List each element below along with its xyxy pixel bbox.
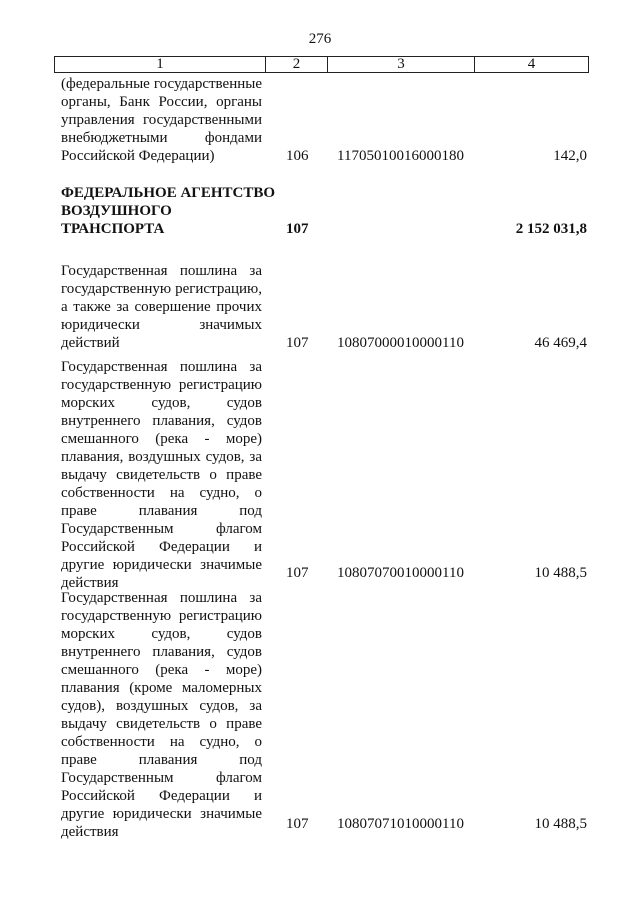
description-line: внутреннего плавания, судов <box>61 644 262 660</box>
row-amount: 10 488,5 <box>534 816 587 832</box>
description-line: праве плавания под <box>61 752 262 768</box>
row-amount: 142,0 <box>553 148 587 164</box>
description-line: морских судов, судов <box>61 395 262 411</box>
column-header-2: 2 <box>266 57 328 72</box>
description-line: праве плавания под <box>61 503 262 519</box>
description-line: Российской Федерации и <box>61 788 262 804</box>
row-code: 107 <box>286 565 309 581</box>
description-line: смешанного (река - море) <box>61 662 262 678</box>
description-line: Государственным флагом <box>61 770 262 786</box>
row-code: 107 <box>286 221 309 237</box>
description-line: а также за совершение прочих <box>61 299 262 315</box>
description-line: смешанного (река - море) <box>61 431 262 447</box>
row-amount: 46 469,4 <box>534 335 587 351</box>
description-line: судов), воздушных судов, за <box>61 698 262 714</box>
description-line: Государственным флагом <box>61 521 262 537</box>
description-line: плавания (кроме маломерных <box>61 680 262 696</box>
description-line: государственную регистрацию <box>61 377 262 393</box>
description-line: плавания, воздушных судов, за <box>61 449 262 465</box>
description-line: управления государственными <box>61 112 262 128</box>
description-line: ТРАНСПОРТА <box>61 221 165 237</box>
description-line: государственную регистрацию <box>61 608 262 624</box>
description-line: собственности на судно, о <box>61 734 262 750</box>
row-kbk: 11705010016000180 <box>337 148 464 164</box>
description-line: действия <box>61 824 119 840</box>
row-amount: 2 152 031,8 <box>515 221 587 237</box>
row-description <box>61 589 262 841</box>
row-amount: 10 488,5 <box>534 565 587 581</box>
row-code: 107 <box>286 816 309 832</box>
description-line: ФЕДЕРАЛЬНОЕ АГЕНТСТВО <box>61 185 276 201</box>
row-description <box>61 184 276 238</box>
description-line: органы, Банк России, органы <box>61 94 262 110</box>
description-line: Российской Федерации) <box>61 148 215 164</box>
page-number: 276 <box>308 31 332 47</box>
row-description <box>61 75 262 165</box>
row-code: 107 <box>286 335 309 351</box>
description-line: (федеральные государственные <box>61 76 262 92</box>
description-line: собственности на судно, о <box>61 485 262 501</box>
description-line: внутреннего плавания, судов <box>61 413 262 429</box>
column-header-1: 1 <box>55 57 266 72</box>
description-line: Государственная пошлина за <box>61 359 262 375</box>
column-header-3: 3 <box>328 57 475 72</box>
row-kbk: 10807071010000110 <box>337 816 464 832</box>
row-description <box>61 358 262 592</box>
description-line: выдачу свидетельств о праве <box>61 716 262 732</box>
description-line: Государственная пошлина за <box>61 263 262 279</box>
description-line: другие юридически значимые <box>61 557 262 573</box>
row-kbk: 10807000010000110 <box>337 335 464 351</box>
description-line: Российской Федерации и <box>61 539 262 555</box>
description-line: Государственная пошлина за <box>61 590 262 606</box>
row-description <box>61 262 262 352</box>
description-line: морских судов, судов <box>61 626 262 642</box>
column-header-4: 4 <box>527 56 536 72</box>
row-code: 106 <box>286 148 309 164</box>
description-line: внебюджетными фондами <box>61 130 262 146</box>
description-line: действий <box>61 335 120 351</box>
description-line: государственную регистрацию, <box>61 281 262 297</box>
description-line: юридически значимых <box>61 317 262 333</box>
table-header <box>54 56 589 73</box>
description-line: ВОЗДУШНОГО <box>61 203 172 219</box>
description-line: действия <box>61 575 119 591</box>
description-line: другие юридически значимые <box>61 806 262 822</box>
row-kbk: 10807070010000110 <box>337 565 464 581</box>
description-line: выдачу свидетельств о праве <box>61 467 262 483</box>
